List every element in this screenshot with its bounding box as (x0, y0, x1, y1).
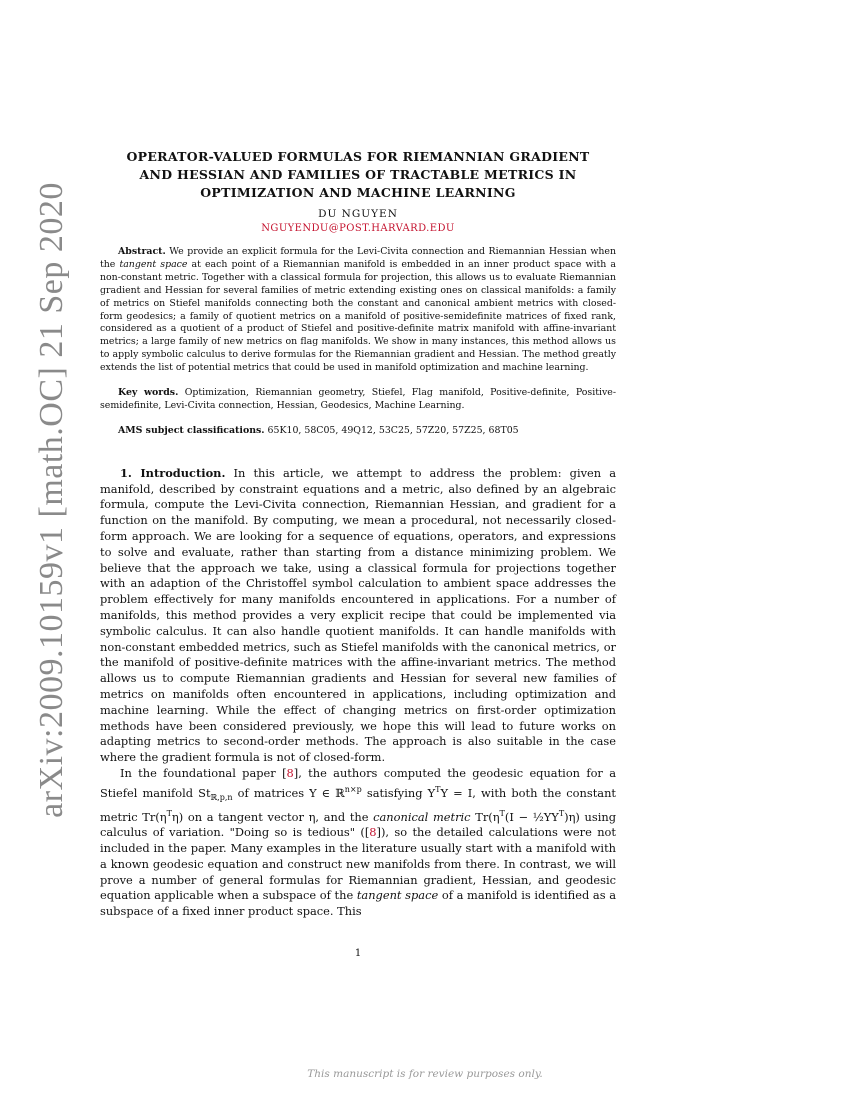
paragraph-text: of matrices Y ∈ ℝ (232, 785, 345, 800)
page-number: 1 (354, 948, 362, 959)
page-body (100, 148, 616, 959)
author-name: DU NGUYEN (318, 208, 398, 220)
keywords (100, 387, 616, 413)
paragraph-text: Tr(η (470, 809, 500, 824)
emphasis-text: canonical metric (373, 809, 471, 824)
title-line: OPERATOR-VALUED FORMULAS FOR RIEMANNIAN GRADIENT (126, 149, 590, 164)
math-superscript: n×p (344, 784, 362, 794)
paragraph-text: satisfying Y (361, 785, 436, 800)
abstract-text: at each point of a Riemannian manifold is embedded in an inner product space with a non-constant metric. Together with a classical formula for projection, this allows us to evaluate Riemannian gradient and Hessian for several families of metric extending existing ones on classical manifolds: a family of metrics on Stiefel manifolds connecting both the constant and canonical ambient metrics with closed-form geodesics; a family of quotient metrics on a manifold of positive-semidefinite matrices of fixed rank, considered as a quotient of a product of Stiefel and positive-definite matrix manifold with affine-invariant metrics; a large family of new metrics on flag manifolds. We show in many instances, this method allows us to apply symbolic calculus to derive formulas for the Riemannian gradient and Hessian. The method greatly extends the list of potential metrics that could be used in manifold optimization and machine learning. (100, 258, 616, 374)
citation-link[interactable]: 8 (286, 765, 294, 780)
title-line: OPTIMIZATION AND MACHINE LEARNING (200, 185, 516, 200)
citation-link[interactable]: 8 (369, 825, 377, 840)
emphasis-text: tangent space (356, 888, 439, 903)
ams-text: 65K10, 58C05, 49Q12, 53C25, 57Z20, 57Z25, 68T05 (264, 424, 519, 436)
math-superscript: T (435, 784, 441, 794)
math-subscript: ℝ,p,n (210, 792, 233, 802)
intro-paragraph-1 (100, 466, 616, 766)
keywords-text: Optimization, Riemannian geometry, Stiefel, Flag manifold, Positive-definite, Positive-semidefinite, Levi-Civita connection, Hessian, Geodesics, Machine Learning. (100, 387, 616, 411)
paragraph-text: )η) using calculus of variation. "Doing so is tedious" ([ (100, 809, 616, 840)
paragraph-text: In this article, we attempt to address the problem: given a manifold, described by constraint equations and a metric, also defined by an algebraic formula, compute the Levi-Civita connection, Riemannian Hessian, and gradient for a function on the manifold. By computing, we mean a procedural, not necessarily closed-form approach. We are looking for a sequence of equations, operators, and expressions to solve and evaluate, rather than starting from a distance minimizing problem. We believe that the approach we take, using a classical formula for projections together with an adaption of the Christoffel symbol calculation to ambient space addresses the problem effectively for many manifolds encountered in applications. For a number of manifolds, this method provides a very explicit recipe that could be implemented via symbolic calculus. It can also handle quotient manifolds. It can handle manifolds with non-constant embedded metrics, such as Stiefel manifolds with the canonical metrics, or the manifold of positive-definite matrices with the affine-invariant metrics. The method allows us to compute Riemannian gradients and Hessian for several new families of metrics on manifolds often encountered in applications, including optimization and machine learning. While the effect of changing metrics on first-order optimization methods have been considered previously, we hope this will lead to future works on adapting metrics to second-order methods. The approach is also suitable in the case where the gradient formula is not of closed-form. (100, 465, 616, 765)
math-superscript: T (166, 808, 172, 818)
paragraph-text: (I − ½YY (504, 809, 559, 824)
math-superscript: T (499, 808, 505, 818)
paragraph-text: of a manifold is identified as a subspace of a fixed inner product space. This (100, 888, 616, 919)
author-email-link[interactable]: NGUYENDU@POST.HARVARD.EDU (261, 223, 455, 234)
paragraph-text: In the foundational paper [ (120, 765, 287, 780)
math-superscript: T (558, 808, 565, 818)
paragraph-text: ], the authors computed the geodesic equation for a Stiefel manifold St (100, 765, 616, 800)
abstract-label: Abstract. (118, 246, 166, 257)
paragraph-text: η) on a tangent vector η, and the (171, 809, 374, 824)
abstract-emphasis: tangent space (119, 258, 188, 270)
keywords-label: Key words. (118, 387, 179, 399)
paragraph-text: ]), so the detailed calculations were not included in the paper. Many examples in the literature usually start with a manifold with a known geodesic equation and construct new manifolds from there. In contrast, we will prove a number of general formulas for Riemannian gradient, Hessian, and geodesic equation applicable when a subspace of the (100, 825, 616, 903)
abstract-text: We provide an explicit formula for the Levi-Civita connection and Riemannian Hessian when the (100, 246, 616, 270)
paragraph-text: Y = I, with both the constant metric Tr(η (100, 785, 616, 824)
paper-title (100, 148, 616, 202)
section-heading: 1. Introduction. (120, 465, 226, 480)
title-line: AND HESSIAN AND FAMILIES OF TRACTABLE METRICS IN (139, 167, 577, 182)
ams-classifications (100, 425, 616, 438)
abstract (100, 246, 616, 375)
intro-paragraph-2 (100, 766, 616, 920)
review-footer: This manuscript is for review purposes only. (307, 1068, 543, 1080)
ams-label: AMS subject classifications. (118, 424, 265, 436)
arxiv-identifier: arXiv:2009.10159v1 [math.OC] 21 Sep 2020 (33, 182, 70, 818)
introduction-section (100, 466, 616, 920)
